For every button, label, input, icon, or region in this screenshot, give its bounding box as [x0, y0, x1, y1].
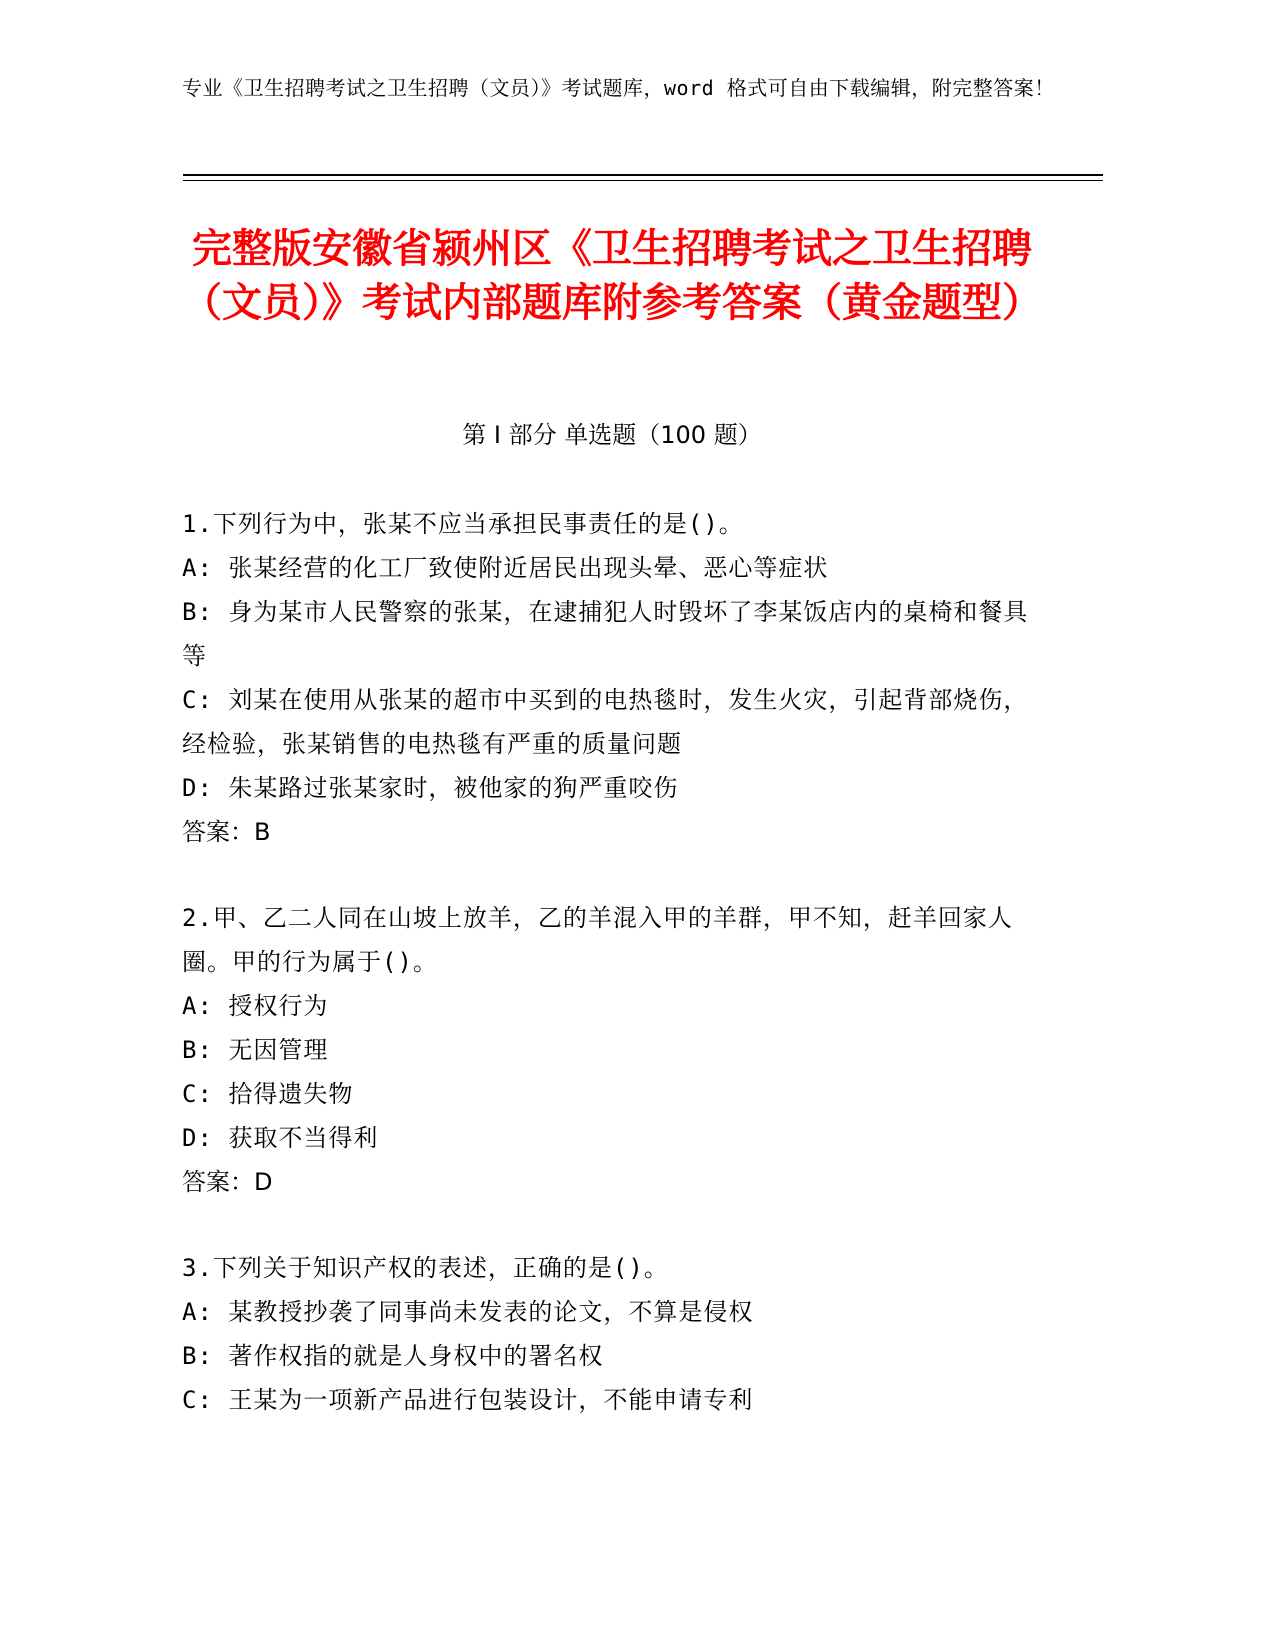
question-1 — [182, 502, 1042, 854]
option-c: C: 王某为一项新产品进行包装设计，不能申请专利 — [182, 1386, 754, 1414]
answer: 答案：D — [182, 1168, 273, 1196]
question-stem: 2.甲、乙二人同在山坡上放羊，乙的羊混入甲的羊群，甲不知，赶羊回家人圈。甲的行为属于()。 — [182, 904, 1013, 976]
option-b: B: 身为某市人民警察的张某，在逮捕犯人时毁坏了李某饭店内的桌椅和餐具等 — [182, 598, 1029, 670]
option-a: A: 张某经营的化工厂致使附近居民出现头晕、恶心等症状 — [182, 554, 829, 582]
option-d: D: 获取不当得利 — [182, 1124, 379, 1152]
question-stem: 3.下列关于知识产权的表述，正确的是()。 — [182, 1254, 669, 1282]
question-list — [182, 502, 1042, 1464]
option-d: D: 朱某路过张某家时，被他家的狗严重咬伤 — [182, 774, 679, 802]
answer: 答案：B — [182, 818, 271, 846]
header-divider-thin — [183, 180, 1103, 181]
question-3 — [182, 1246, 1042, 1422]
header-divider-thick — [183, 174, 1103, 176]
header-note: 专业《卫生招聘考试之卫生招聘（文员）》考试题库，word 格式可自由下载编辑，附完整答案！ — [182, 76, 1055, 100]
document-title: 完整版安徽省颍州区《卫生招聘考试之卫生招聘（文员）》考试内部题库附参考答案（黄金题型） — [182, 226, 1042, 326]
option-b: B: 著作权指的就是人身权中的署名权 — [182, 1342, 604, 1370]
question-2 — [182, 896, 1042, 1204]
section-heading: 第 I 部分 单选题（100 题） — [462, 421, 762, 449]
option-a: A: 某教授抄袭了同事尚未发表的论文，不算是侵权 — [182, 1298, 754, 1326]
option-c: C: 拾得遗失物 — [182, 1080, 354, 1108]
option-a: A: 授权行为 — [182, 992, 329, 1020]
question-stem: 1.下列行为中，张某不应当承担民事责任的是()。 — [182, 510, 744, 538]
option-b: B: 无因管理 — [182, 1036, 329, 1064]
option-c: C: 刘某在使用从张某的超市中买到的电热毯时，发生火灾，引起背部烧伤，经检验，张某销售的电热毯有严重的质量问题 — [182, 686, 1029, 758]
